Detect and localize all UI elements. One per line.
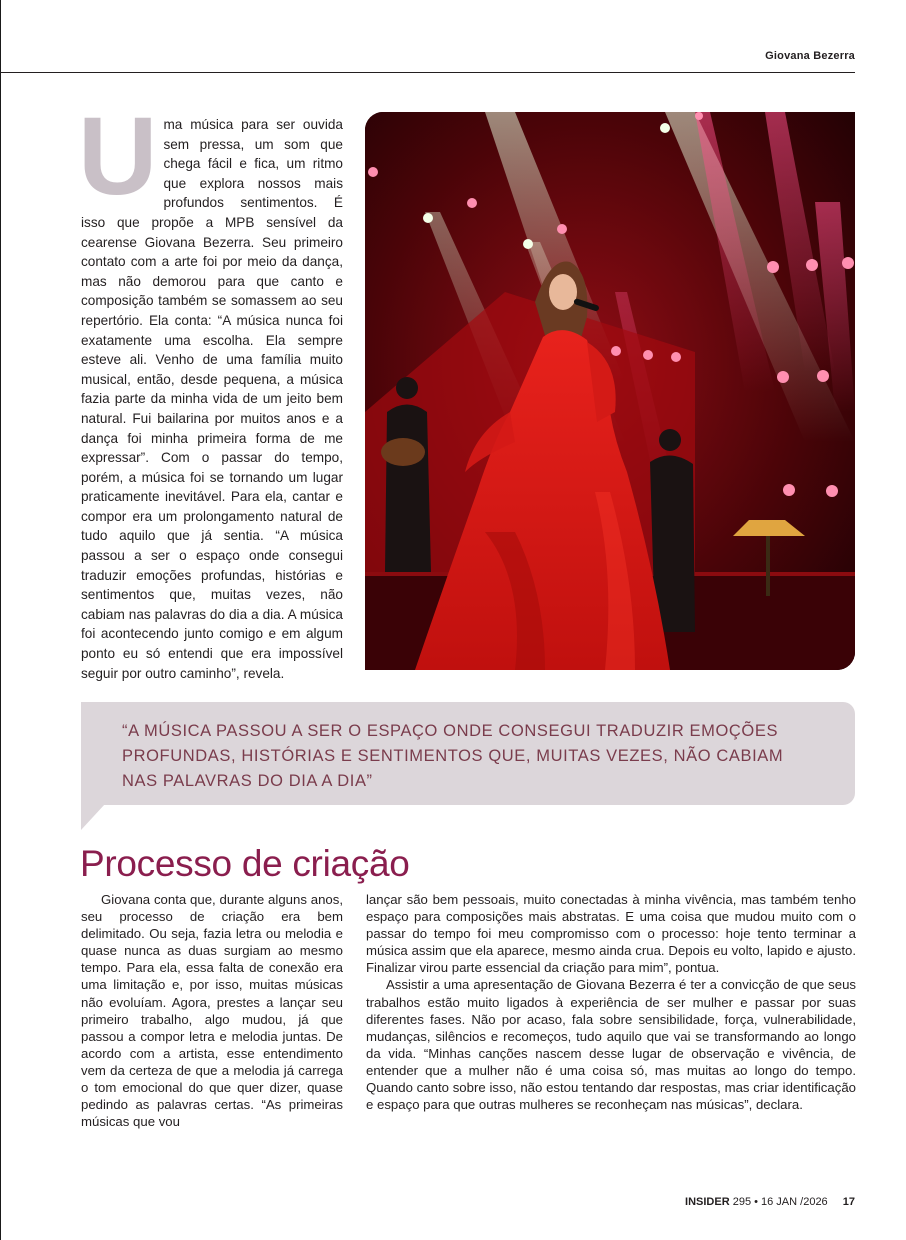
left-column — [81, 891, 343, 1130]
running-head: Giovana Bezerra — [765, 50, 855, 62]
page-number: 17 — [842, 1196, 855, 1208]
right-column — [366, 891, 856, 1113]
header-rule — [0, 72, 855, 73]
body-paragraph: lançar são bem pessoais, muito conectadas à minha vivência, mas também tenho espaço para composições mais abstratas. E uma coisa que mudou muito com o passar do tempo foi meu compromisso com o processo: hoje tento terminar a música assim que ela aparece, mesmo ainda crua. Depois eu volto, lapido e ajusto. Finalizar virou parte essencial da criação para mim”, pontua. — [366, 892, 856, 976]
concert-photo-illustration — [365, 112, 855, 670]
issue-info: 295 • 16 JAN /2026 — [732, 1196, 828, 1208]
drop-cap: U — [78, 95, 158, 218]
magazine-name: INSIDER — [685, 1196, 730, 1208]
body-paragraph: Giovana conta que, durante alguns anos, seu processo de criação era bem delimitado. Ou seja, fazia letra ou melodia e quase nunca as duas surgiam ao mesmo tempo. Para ela, essa falta de conexão era uma limitação e, por isso, muitas músicas não evoluíam. Agora, prestes a lançar seu primeiro trabalho, algo mudou, já que passou a compor letra e melodia juntas. De acordo com a artista, esse entendimento vem da certeza de que a melodia já carrega o tom emocional do que quer dizer, quase pedindo as palavras certas. “As primeiras músicas que vou — [81, 892, 343, 1130]
intro-paragraph — [78, 95, 343, 683]
pull-quote-tail — [81, 804, 105, 830]
pull-quote: “A MÚSICA PASSOU A SER O ESPAÇO ONDE CONSEGUI TRADUZIR EMOÇÕES PROFUNDAS, HISTÓRIAS E SENTIMENTOS QUE, MUITAS VEZES, NÃO CABIAM NAS PALAVRAS DO DIA A DIA” — [122, 722, 784, 790]
intro-text: ma música para ser ouvida sem pressa, um som que chega fácil e fica, um ritmo que explora nossos mais profundos sentimentos. É isso que propõe a MPB sensível da cearense Giovana Bezerra. Seu primeiro contato com a arte foi por meio da dança, mas não demorou para que canto e composição também se somassem ao seu repertório. Ela conta: “A música nunca foi exatamente uma escolha. Ela sempre esteve ali. Venho de uma família muito musical, então, desde pequena, a música fazia parte da minha vida de um jeito bem natural. Fui bailarina por muitos anos e a dança foi minha primeira forma de me expressar”. Com o passar do tempo, porém, a música foi se tornando um lugar praticamente inevitável. Para ela, cantar e compor era um prolongamento natural de tudo aquilo que já sentia. “A música passou a ser o espaço onde consegui traduzir emoções profundas, histórias e sentimentos que, muitas vezes, não cabiam nas palavras do dia a dia. A música foi acontecendo junto comigo e em algum ponto eu só entendi que era impossível seguir por outro caminho”, revela. — [81, 117, 343, 681]
concert-photo — [365, 112, 855, 670]
body-paragraph: Assistir a uma apresentação de Giovana Bezerra é ter a convicção de que seus trabalhos estão muito ligados à experiência de ser mulher e passar por suas diferentes fases. Não por acaso, fala sobre sensibilidade, força, vulnerabilidade, mudanças, silêncios e recomeços, tudo aquilo que vai se transformando ao longo da vida. “Minhas canções nascem desse lugar de observação e vivência, de entender que a mulher não é uma coisa só, mas muitas ao longo do tempo. Quando canto sobre isso, não estou tentando dar respostas, mas criar identificação e espaço para que outras mulheres se reconheçam nas músicas”, declara. — [366, 977, 856, 1113]
page-footer — [685, 1196, 855, 1208]
section-title: Processo de criação — [80, 843, 410, 884]
